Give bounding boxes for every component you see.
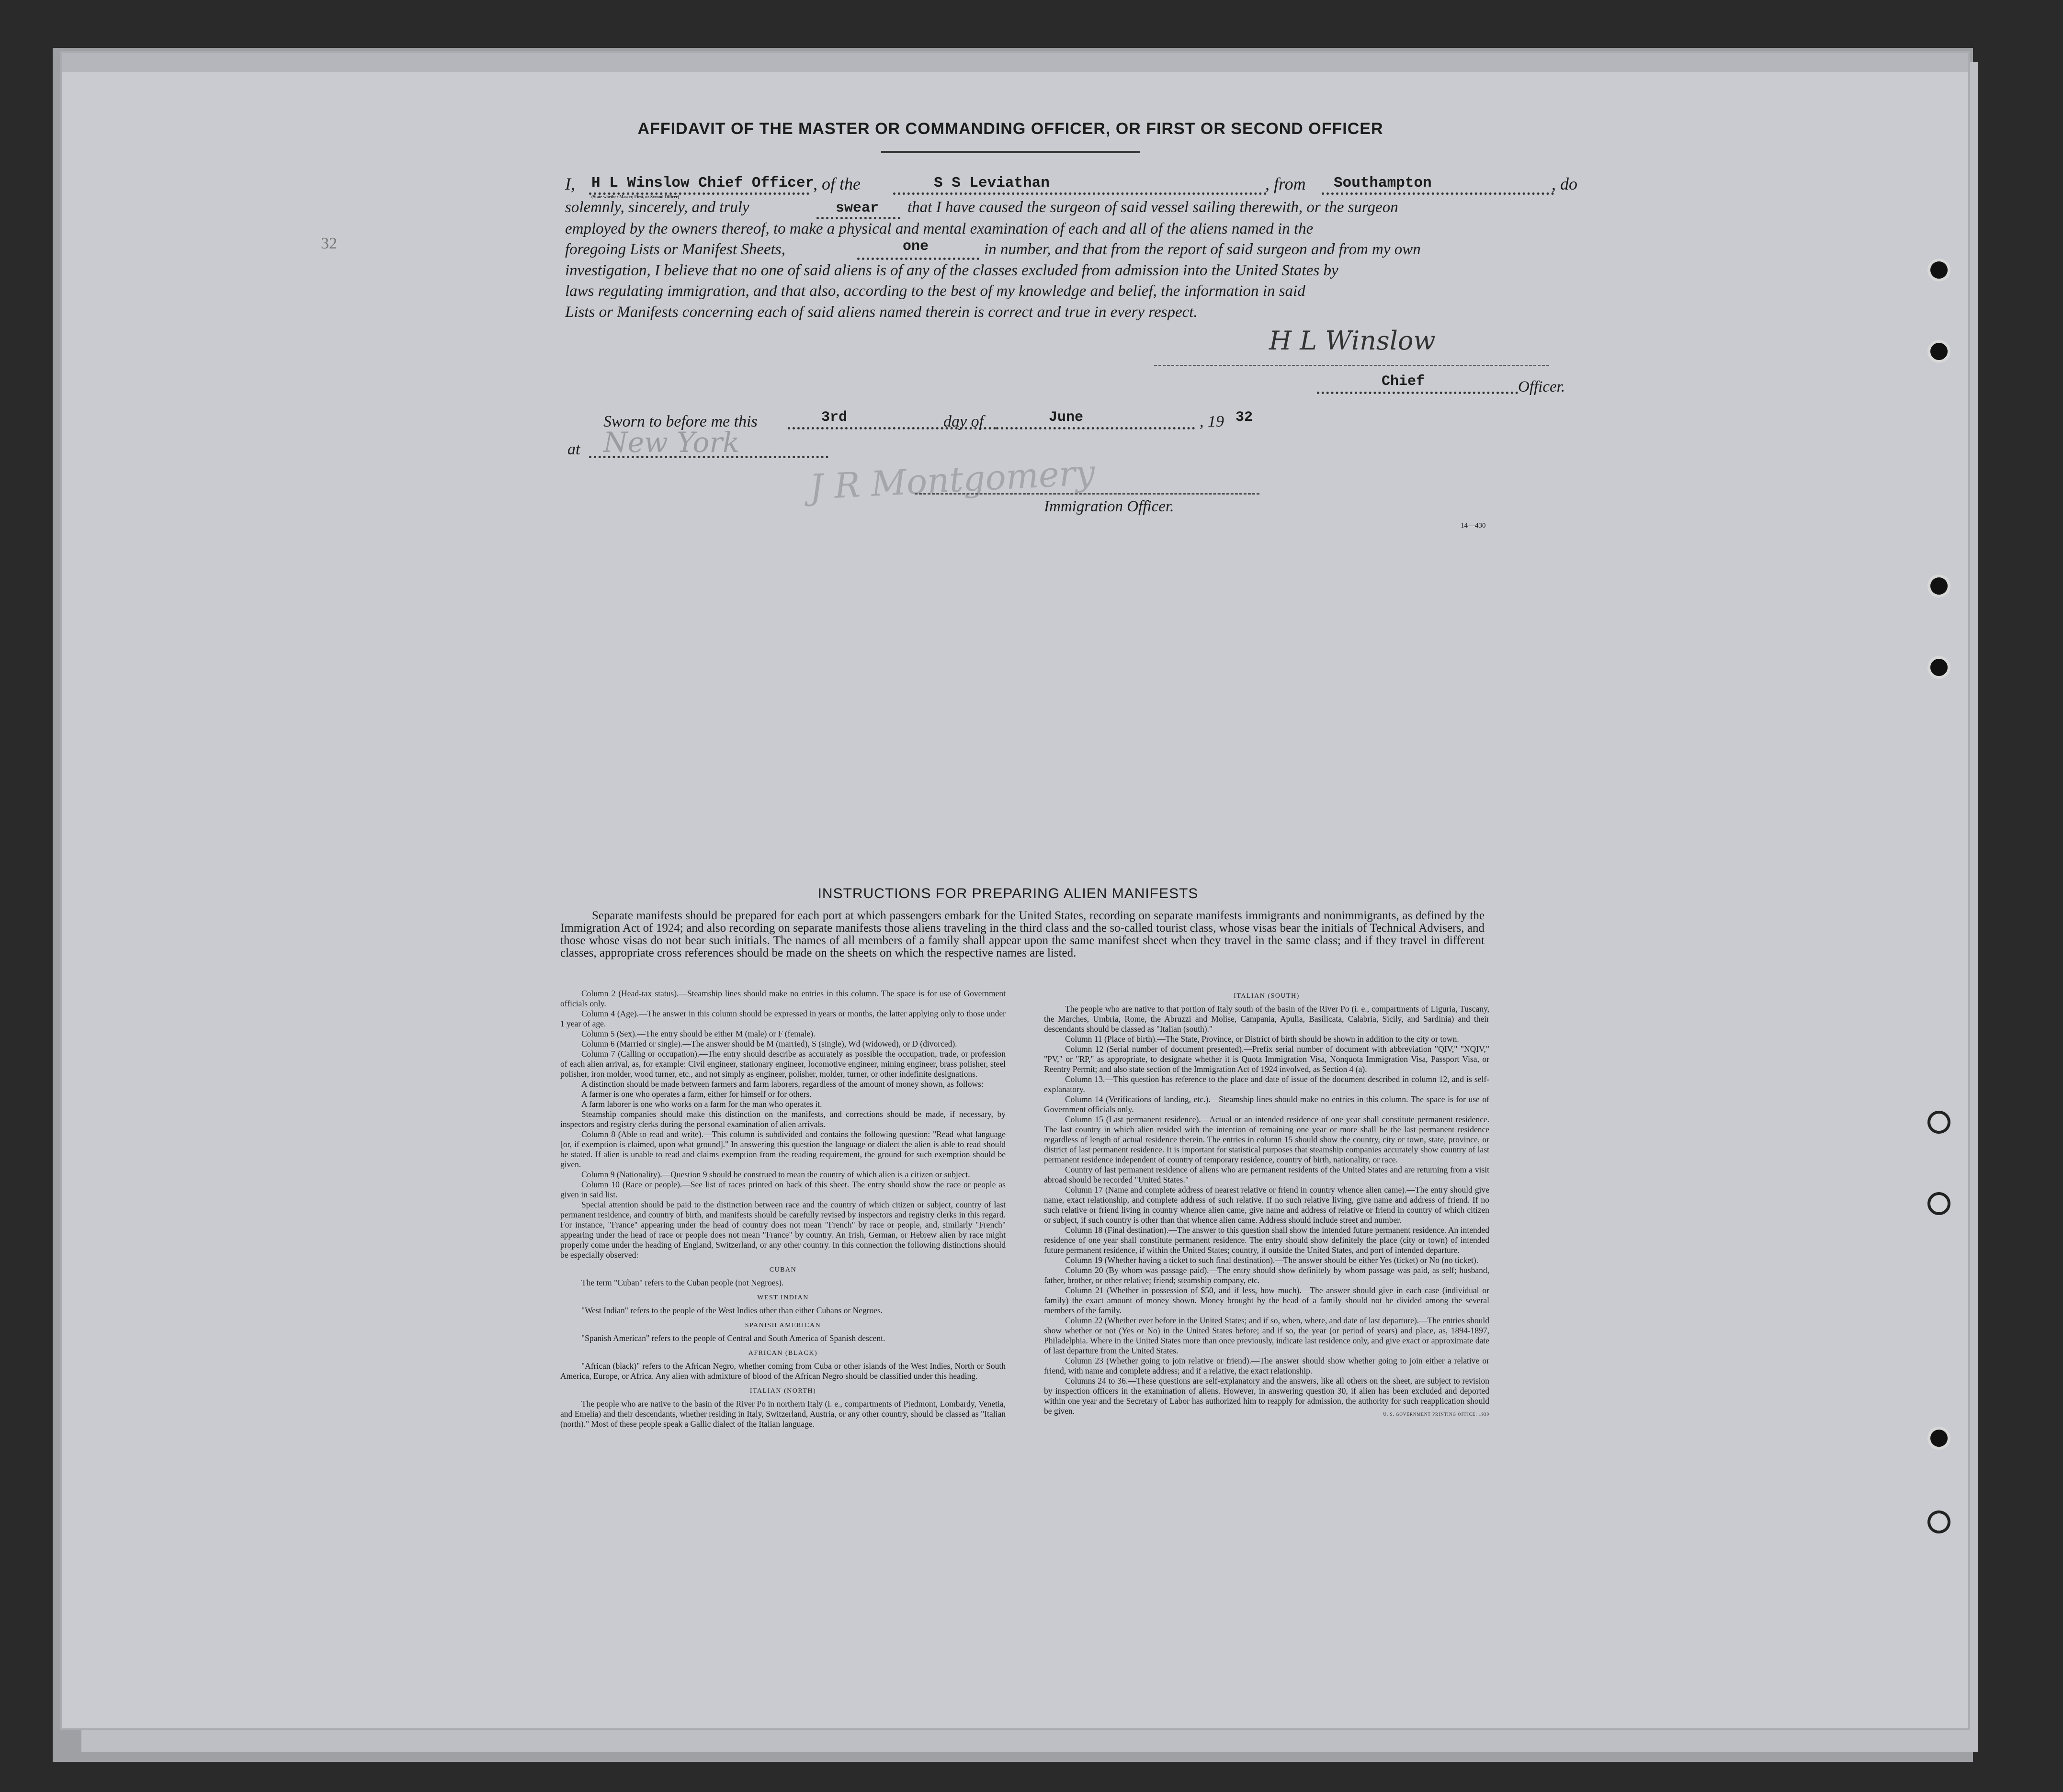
punch-hole-icon: [1927, 656, 1950, 679]
printer-imprint: U. S. GOVERNMENT PRINTING OFFICE: 1930: [1383, 1412, 1489, 1417]
instruction-paragraph: Column 2 (Head-tax status).—Steamship lines should make no entries in this column. The space is for use of Government officials only.: [560, 989, 1006, 1008]
instruction-paragraph: Column 11 (Place of birth).—The State, Province, or District of birth should be shown in addition to the city or town.: [1065, 1034, 1459, 1044]
section-paragraph: "African (black)" refers to the African Negro, whether coming from Cuba or other islands of the West Indies, North or South America, Europe, or Africa. Any alien with admixture of blood of the African Negro should be classified under this heading.: [560, 1361, 1006, 1381]
section-paragraph: "West Indian" refers to the people of the West Indies other than either Cubans or Negroes.: [581, 1306, 883, 1315]
immigration-officer-label: Immigration Officer.: [1044, 498, 1174, 515]
officer-signature: H L Winslow: [1269, 326, 1436, 356]
instruction-paragraph: Column 18 (Final destination).—The answer to this question shall show the intended future permanent residence. An intended residence of one year shall constitute permanent residence. The entry should show definitely the place (city or town) of intended future permanent residence, if within the United States; country, if outside the United States, and port of intended departure.: [1044, 1225, 1489, 1255]
instruction-paragraph: Column 23 (Whether going to join relative or friend).—The answer should show whether going to join either a relative or friend, with name and complete address; and if a relative, the exact relationship.: [1044, 1356, 1489, 1375]
do-label: , do: [1552, 174, 1577, 193]
section-heading: SPANISH AMERICAN: [745, 1322, 821, 1329]
instructions-intro: Separate manifests should be prepared for each port at which passengers embark for the United States, recording on separate manifests immigrants and nonimmigrants, as defined by the Immigration Act of 1924; and also recording on separate manifests those aliens traveling in the third class and the so-called tourist class, whose visas bear the initials of Technical Advisers, and those whose visas do not bear such initials. The names of all members of a family shall appear upon the same manifest sheet when they travel in the same class; and if they travel in different classes, appropriate cross references should be made on the sheets on which the respective names are listed.: [560, 909, 1485, 959]
instruction-paragraph: Column 5 (Sex).—The entry should be either M (male) or F (female).: [581, 1029, 816, 1038]
instruction-paragraph: Column 22 (Whether ever before in the United States; and if so, when, where, and date of last departure).—The entries should show whether or not (Yes or No) in the United States before; and if so, the year (or period of years) and place, as, 1894-1897, Philadelphia. Where in the United States more than once previously, indicate last residence only, and give exact or approximate date of last departure from the United States.: [1044, 1316, 1489, 1355]
punch-hole-icon: [1927, 1111, 1950, 1134]
instruction-paragraph: A farmer is one who operates a farm, either for himself or for others.: [581, 1089, 812, 1099]
punch-hole-icon: [1927, 1427, 1950, 1450]
section-heading: AFRICAN (BLACK): [748, 1350, 818, 1357]
section-paragraph: The people who are native to the basin of the River Po in northern Italy (i. e., compartments of Piedmont, Lombardy, Venetia, and Emelia) and their descendants, whether residing in Italy, Switzerland, Austria, or any other country, should be classed as "Italian (north)." Most of these people speak a Gallic dialect of the Italian language.: [560, 1399, 1006, 1429]
signature-line: [915, 493, 1259, 495]
instructions-right-column: [1044, 986, 1489, 1420]
sworn-month-field: June: [1049, 409, 1084, 426]
affidavit-line6: laws regulating immigration, and that also, according to the best of my knowledge and belief, the information in said: [565, 282, 1305, 300]
instruction-paragraph: A distinction should be made between farmers and farm laborers, regardless of the amount of money shown, as follows:: [581, 1079, 984, 1089]
fill-line: [893, 192, 1267, 195]
instruction-paragraph: A farm laborer is one who works on a farm for the man who operates it.: [581, 1099, 822, 1109]
punch-hole-icon: [1927, 575, 1950, 597]
day-of-label: day of: [943, 413, 984, 430]
instruction-paragraph: Column 8 (Able to read and write).—This column is subdivided and contains the following question: "Read what language [or, if exemption is claimed, upon what ground]." In answering this question the language or dialect the alien is able to read should be stated. If alien is unable to read and claims exemption from the reading requirement, the ground for such exemption should be given.: [560, 1129, 1006, 1169]
instruction-paragraph: Columns 24 to 36.—These questions are self-explanatory and the answers, like all others on the sheet, are subject to revision by inspection officers in the examination of aliens. However, in answering question 30, if alien has been excluded and deported within one year and the Secretary of Labor has authorized him to reapply for admission, the authority for such reapplication should be given.: [1044, 1376, 1489, 1416]
instruction-paragraph: Column 12 (Serial number of document presented).—Prefix serial number of document with abbreviation "QIV," "NQIV," "PV," or "RP," as appropriate, to designate whether it is Quota Immigration Visa, Nonquota Immigration Visa, Passport Visa, or Reentry Permit; and also state section of the Immigration Act of 1924 involved, as Section 4 (a).: [1044, 1044, 1489, 1074]
section-heading: ITALIAN (SOUTH): [1234, 992, 1300, 1000]
instruction-paragraph: Column 17 (Name and complete address of nearest relative or friend in country whence alien came).—The entry should give name, exact relationship, and complete address of such relative. If no such relative living, give name and address of friend. If no such relative or friend living in country whence alien came, give name and address of relative or friend in country of which citizen or subject, if such country is other than that whence alien came. Address should include street and number.: [1044, 1185, 1489, 1225]
year-prefix-label: , 19: [1200, 413, 1224, 430]
section-paragraph: "Spanish American" refers to the people of Central and South America of Spanish descent.: [581, 1333, 885, 1343]
fill-line: [1322, 192, 1554, 195]
instruction-paragraph: Column 13.—This question has reference to the place and date of issue of the document described in column 12, and is self-explanatory.: [1044, 1074, 1489, 1094]
page-top-strip: [62, 53, 1968, 72]
fill-line: [816, 217, 900, 219]
from-label: , from: [1265, 174, 1306, 193]
oath-field: swear: [836, 200, 879, 216]
affidavit-line4-post: in number, and that from the report of said surgeon and from my own: [984, 241, 1421, 258]
officer-name-field: H L Winslow Chief Officer: [591, 175, 815, 192]
sworn-year-field: 32: [1236, 409, 1253, 426]
vessel-name-field: S S Leviathan: [934, 175, 1050, 192]
instruction-paragraph: Column 14 (Verifications of landing, etc.).—Steamship lines should make no entries in this column. The space is for use of Government officials only.: [1044, 1094, 1489, 1114]
instruction-paragraph: Special attention should be paid to the distinction between race and the country of which citizen or subject, country of last permanent residence, and country of birth, and manifests should be carefully revised by inspectors and registry clerks in this regard. For instance, "France" appearing under the head of country does not mean "French" by race or people, and, similarly "French" appearing under the head of race or people does not mean "France" by country. An Irish, German, or Hebrew alien by race might properly come under the heading of England, Switzerland, or any other country. In this connection the following distinctions should be especially observed:: [560, 1200, 1006, 1260]
margin-mark: 32: [321, 235, 337, 252]
affidavit-line4-pre: foregoing Lists or Manifest Sheets,: [565, 241, 785, 258]
instructions-title: INSTRUCTIONS FOR PREPARING ALIEN MANIFESTS: [817, 886, 1199, 902]
sworn-place-handwritten: New York: [603, 426, 740, 459]
affidavit-line7: Lists or Manifests concerning each of said aliens named therein is correct and true in every respect.: [565, 304, 1198, 321]
instruction-paragraph: Column 21 (Whether in possession of $50, and if less, how much).—The answer should give in each case (individual or family) the exact amount of money shown. Money brought by the head of a family should not be divided among the several members of the family.: [1044, 1285, 1489, 1315]
officer-rank-field: Chief: [1382, 373, 1425, 390]
instruction-paragraph: Column 10 (Race or people).—See list of races printed on back of this sheet. The entry should show the race or people as given in said list.: [560, 1180, 1006, 1199]
instruction-paragraph: Column 20 (By whom was passage paid).—The entry should show definitely by whom passage was paid, as self; husband, father, brother, or other relative; friend; steamship company, etc.: [1044, 1265, 1489, 1285]
fill-line: [996, 427, 1195, 429]
sworn-label: Sworn to before me this: [603, 413, 758, 430]
affidavit-line2-post: that I have caused the surgeon of said vessel sailing therewith, or the surgeon: [907, 199, 1398, 216]
affidavit-line2-pre: solemnly, sincerely, and truly: [565, 199, 749, 216]
punch-hole-icon: [1927, 340, 1950, 363]
at-label: at: [567, 440, 580, 458]
instruction-paragraph: Column 4 (Age).—The answer in this column should be expressed in years or months, the latter applying only to those under 1 year of age.: [560, 1009, 1006, 1028]
instruction-paragraph: Column 9 (Nationality).—Question 9 should be construed to mean the country of which alien is a citizen or subject.: [581, 1170, 970, 1179]
section-heading: CUBAN: [769, 1266, 797, 1274]
departure-port-field: Southampton: [1334, 175, 1432, 192]
affidavit-line5: investigation, I believe that no one of said aliens is of any of the classes excluded from admission into the United States by: [565, 262, 1338, 279]
fill-line: [857, 258, 979, 260]
instruction-paragraph: Column 15 (Last permanent residence).—Actual or an intended residence of one year shall constitute permanent residence. The last country in which alien resided with the intention of remaining one year or more shall be the last permanent residence regardless of length of actual residence therein. The entries in column 15 should show the country, city or town, state, province, or district of last permanent residence. It is important for statistical purposes that steamship companies accurately show country of last permanent residence independent of country of temporary residence, country of birth, nationality, or race.: [1044, 1115, 1489, 1164]
instruction-paragraph: The people who are native to that portion of Italy south of the basin of the River Po (i. e., compartments of Liguria, Tuscany, the Marches, Umbria, Rome, the Abruzzi and Molise, Campania, Apulia, Basilicata, Calabria, Sicily, and Sardinia) and their descendants should be classed as "Italian (south).": [1044, 1004, 1489, 1034]
sheet-count-field: one: [903, 238, 929, 255]
of-the-label: , of the: [813, 174, 861, 193]
signature-line: [1154, 365, 1549, 366]
section-paragraph: The term "Cuban" refers to the Cuban people (not Negroes).: [581, 1278, 784, 1287]
instruction-paragraph: Steamship companies should make this distinction on the manifests, and corrections should be made, if necessary, by inspectors and registry clerks during the personal examination of alien arrivals.: [560, 1109, 1006, 1129]
affidavit-title: AFFIDAVIT OF THE MASTER OR COMMANDING OFFICER, OR FIRST OR SECOND OFFICER: [637, 120, 1383, 138]
affidavit-line3: employed by the owners thereof, to make a physical and mental examination of each and all of the aliens named in the: [565, 220, 1314, 237]
officer-rank-hint: (State whether Master, First, or Second Officer): [591, 194, 680, 199]
fill-line: [589, 456, 828, 458]
instruction-paragraph: Country of last permanent residence of aliens who are permanent residents of the United States and are returning from a visit abroad should be recorded "United States.": [1044, 1165, 1489, 1184]
document-page: [62, 53, 1968, 1728]
affidavit-i: I,: [565, 174, 575, 193]
sworn-day-field: 3rd: [821, 409, 848, 426]
punch-hole-icon: [1927, 1510, 1950, 1533]
officer-label: Officer.: [1518, 378, 1565, 395]
punch-hole-icon: [1927, 259, 1950, 282]
punch-hole-icon: [1927, 1192, 1950, 1215]
instruction-paragraph: Column 7 (Calling or occupation).—The entry should describe as accurately as possible the occupation, trade, or profession of each alien arrival, as, for example: Civil engineer, stationary engineer, locomotive engineer, mining engineer, brass polisher, steel polisher, iron molder, wood turner, etc., and not simply as engineer, polisher, molder, turner, or other indefinite designations.: [560, 1049, 1006, 1079]
form-number: 14—430: [1461, 522, 1486, 530]
instruction-paragraph: Column 6 (Married or single).—The answer should be M (married), S (single), Wd (widowed), or D (divorced).: [581, 1039, 957, 1048]
instruction-paragraph: Column 19 (Whether having a ticket to such final destination).—The answer should be either Yes (ticket) or No (no ticket).: [1065, 1255, 1479, 1265]
section-heading: WEST INDIAN: [757, 1294, 809, 1301]
immigration-officer-signature: J R Montgomery: [808, 452, 1096, 507]
fill-line: [1317, 392, 1518, 394]
section-heading: ITALIAN (NORTH): [749, 1387, 816, 1395]
title-rule: [881, 151, 1140, 153]
instructions-left-column: [560, 989, 1006, 1429]
